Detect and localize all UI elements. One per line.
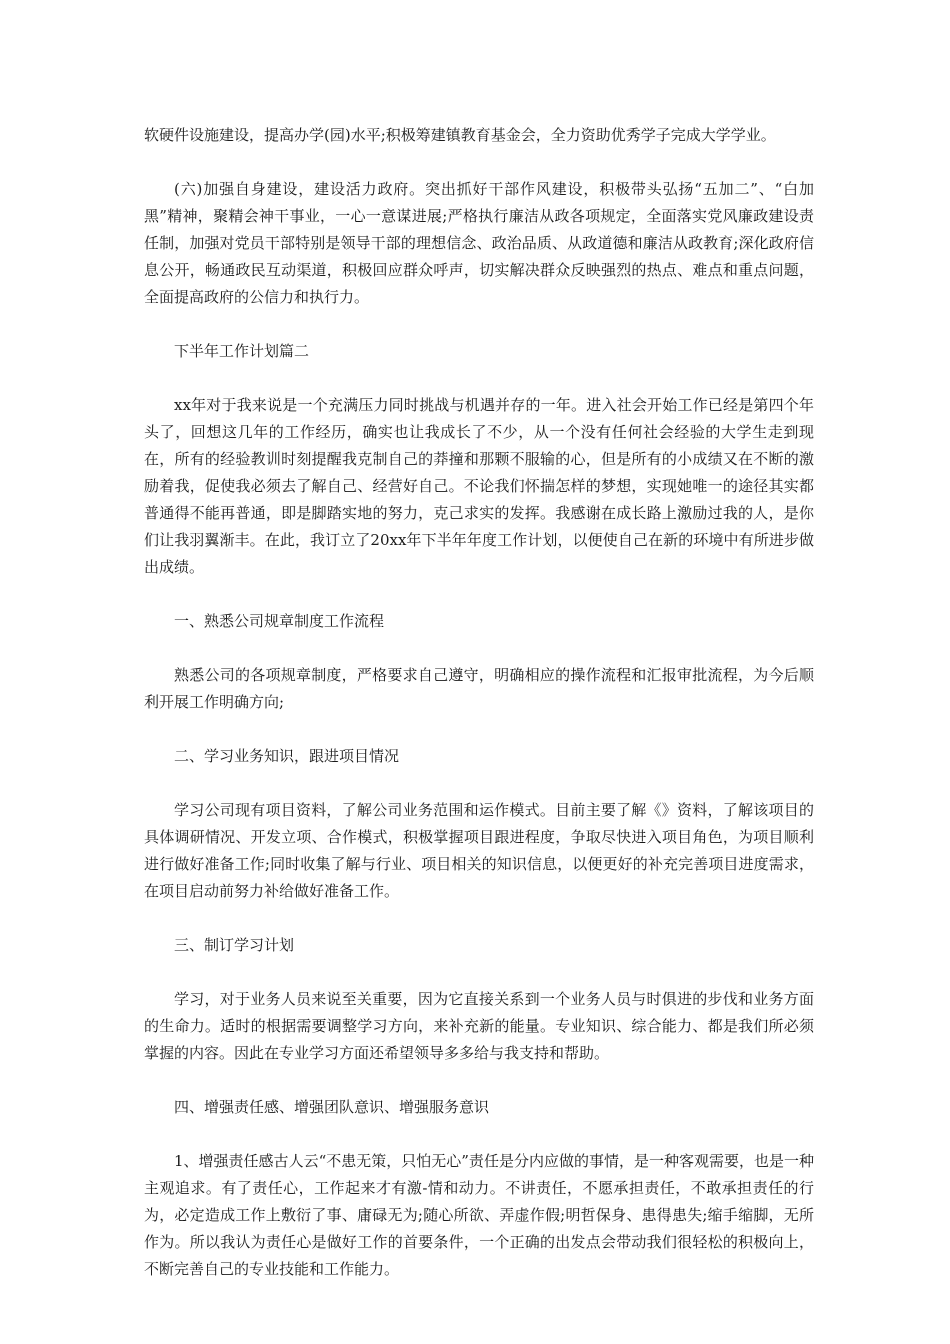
paragraph-heading-2: 学习公司现有项目资料，了解公司业务范围和运作模式。目前主要了解《》资料，了解该项目的具体调研情况、开发立项、合作模式，积极掌握项目跟进程度，争取尽快进入项目角色，为项目顺利进行做好准备工作;同时收集了解与行业、项目相关的知识信息，以便更好的补充完善项目进度需求，在项目启动前努力补给做好准备工作。 [144, 801, 814, 900]
heading-1: 一、熟悉公司规章制度工作流程 [174, 612, 385, 630]
paragraph-intro: xx年对于我来说是一个充满压力同时挑战与机遇并存的一年。进入社会开始工作已经是第四个年头了，回想这几年的工作经历，确实也让我成长了不少，从一个没有任何社会经验的大学生走到现在，所有的经验教训时刻提醒我克制自己的莽撞和那颗不服输的心，但是所有的小成绩又在不断的激励着我，促使我必须去了解自己、经营好自己。不论我们怀揣怎样的梦想，实现她唯一的途径其实都普通得不能再普通，即是脚踏实地的努力，克己求实的发挥。我感谢在成长路上激励过我的人，是你们让我羽翼渐丰。在此，我订立了20xx年下半年年度工作计划，以便使自己在新的环境中有所进步做出成绩。 [144, 396, 814, 576]
paragraph-1: 软硬件设施建设，提高办学(园)水平;积极筹建镇教育基金会，全力资助优秀学子完成大学学业。 [144, 126, 776, 144]
paragraph-heading-4: 1、增强责任感古人云“不患无策，只怕无心”责任是分内应做的事情，是一种客观需要，也是一种主观追求。有了责任心，工作起来才有激-情和动力。不讲责任，不愿承担责任，不敢承担责任的行为，必定造成工作上敷衍了事、庸碌无为;随心所欲、弄虚作假;明哲保身、患得患失;缩手缩脚，无所作为。所以我认为责任心是做好工作的首要条件，一个正确的出发点会带动我们很轻松的积极向上，不断完善自己的专业技能和工作能力。 [144, 1152, 814, 1278]
paragraph-heading-1: 熟悉公司的各项规章制度，严格要求自己遵守，明确相应的操作流程和汇报审批流程，为今后顺利开展工作明确方向; [144, 666, 814, 711]
heading-2: 二、学习业务知识，跟进项目情况 [174, 747, 400, 765]
section-title-part-two: 下半年工作计划篇二 [174, 342, 310, 360]
heading-4: 四、增强责任感、增强团队意识、增强服务意识 [174, 1098, 490, 1116]
paragraph-heading-3: 学习，对于业务人员来说至关重要，因为它直接关系到一个业务人员与时俱进的步伐和业务方面的生命力。适时的根据需要调整学习方向，来补充新的能量。专业知识、综合能力、都是我们所必须掌握的内容。因此在专业学习方面还希望领导多多给与我支持和帮助。 [144, 990, 814, 1062]
heading-3: 三、制订学习计划 [174, 936, 295, 954]
document-body [144, 122, 814, 1310]
paragraph-2: (六)加强自身建设，建设活力政府。突出抓好干部作风建设，积极带头弘扬“五加二”、“白加黑”精神，聚精会神干事业，一心一意谋进展;严格执行廉洁从政各项规定，全面落实党风廉政建设责任制，加强对党员干部特别是领导干部的理想信念、政治品质、从政道德和廉洁从政教育;深化政府信息公开，畅通政民互动渠道，积极回应群众呼声，切实解决群众反映强烈的热点、难点和重点问题，全面提高政府的公信力和执行力。 [144, 180, 814, 306]
